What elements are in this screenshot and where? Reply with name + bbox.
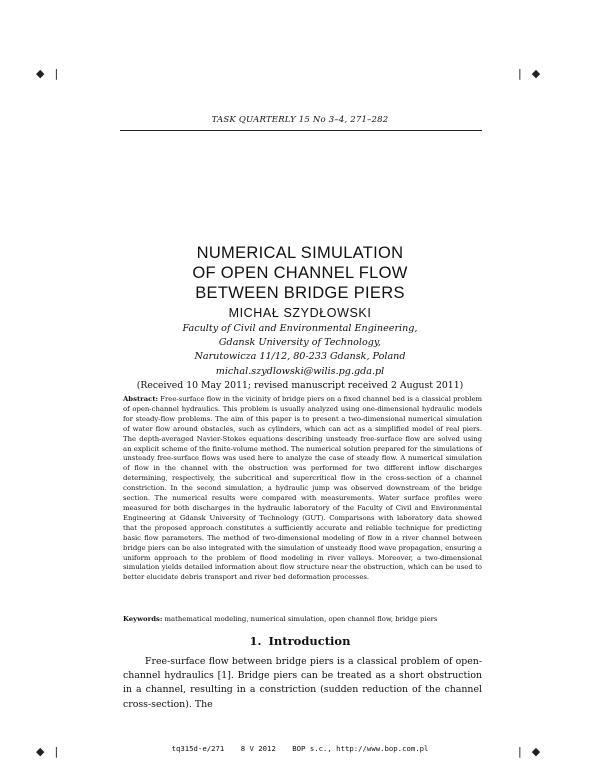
keywords-label: Keywords: [123,615,163,623]
crop-mark-top-right: | ◆ [518,67,541,80]
crop-mark-top-left: ◆ | [36,67,59,80]
crop-mark-bottom-left: ◆ | [36,745,59,758]
abstract [123,395,482,583]
journal-header: TASK QUARTERLY 15 No 3–4, 271–282 [211,115,389,125]
keywords-text: mathematical modeling, numerical simulation, open channel flow, bridge piers [164,615,438,623]
title-line-3: BETWEEN BRIDGE PIERS [195,284,405,302]
footer-publisher: BOP s.c., http://www.bop.com.pl [292,744,429,753]
footer-date: 8 V 2012 [240,744,276,753]
title-line-2: OF OPEN CHANNEL FLOW [192,264,408,282]
author-name: MICHAŁ SZYDŁOWSKI [228,306,372,320]
keywords [123,615,482,625]
abstract-text: Free-surface flow in the vicinity of bridge piers on a fixed channel bed is a classical problem of open-channel hydraulics. This problem is usually analyzed using one-dimensional hydraulic models for steady-flow problems. The aim of this paper is to present a two-dimensional numerical simulation of water flow around obstacles, such as cylinders, which can act as a simplified model of real piers. The depth-averaged Navier-Stokes equations describing unsteady free-surface flow are solved using an explicit scheme of the finite-volume method. The numerical solution prepared for the simulations of unsteady free-surface flows was used here to analyze the case of steady flow. A numerical simulation of flow in the channel with the obstruction was performed for two different inflow discharges determining, respectively, the subcritical and supercritical flow in the cross-section of a channel constriction. In the second simulation, a hydraulic jump was observed downstream of the bridge section. The numerical results were compared with measurements. Water surface profiles were measured for both discharges in the hydraulic laboratory of the Faculty of Civil and Environmental Engineering at Gdansk University of Technology (GUT). Comparisons with laboratory data showed that the proposed approach constitutes a sufficiently accurate and reliable technique for predicting basic flow parameters. The method of two-dimensional modeling of flow in a river channel between bridge piers can be also integrated with the simulation of unsteady flood wave propagation, ensuring a uniform approach to the problem of flood modeling in river valleys. Moreover, a two-dimensional simulation yields detailed information about flow structure near the obstruction, which can be used to better elucidate debris transport and river bed deformation processes. [123,395,482,582]
title-line-1: NUMERICAL SIMULATION [196,244,404,262]
author-email[interactable]: michal.szydlowski@wilis.pg.gda.pl [215,365,385,377]
affiliation-line-3: Narutowicza 11/12, 80-233 Gdansk, Poland [194,351,406,363]
section-number: 1. [249,634,262,648]
section-title: Introduction [268,634,351,648]
body-text [123,655,482,712]
affiliation-line-1: Faculty of Civil and Environmental Engineering, [182,323,418,334]
body-paragraph: Free-surface flow between bridge piers is a classical problem of open-channel hydraulics [1]. Bridge piers can be treated as a short obstruction in a channel, resulting in a constriction (sudden reduction of the channel cross-section). The [123,656,482,710]
header-rule [120,130,482,131]
affiliation-line-2: Gdansk University of Technology, [218,337,382,349]
abstract-label: Abstract: [123,395,159,403]
section-heading [0,634,600,648]
affiliation [0,322,600,379]
footer-file: tq315d-e/271 [171,744,225,753]
crop-mark-bottom-right: | ◆ [518,745,541,758]
paper-title [0,243,600,303]
received-dates: (Received 10 May 2011; revised manuscript received 2 August 2011) [136,380,464,391]
page-footer [0,744,600,753]
